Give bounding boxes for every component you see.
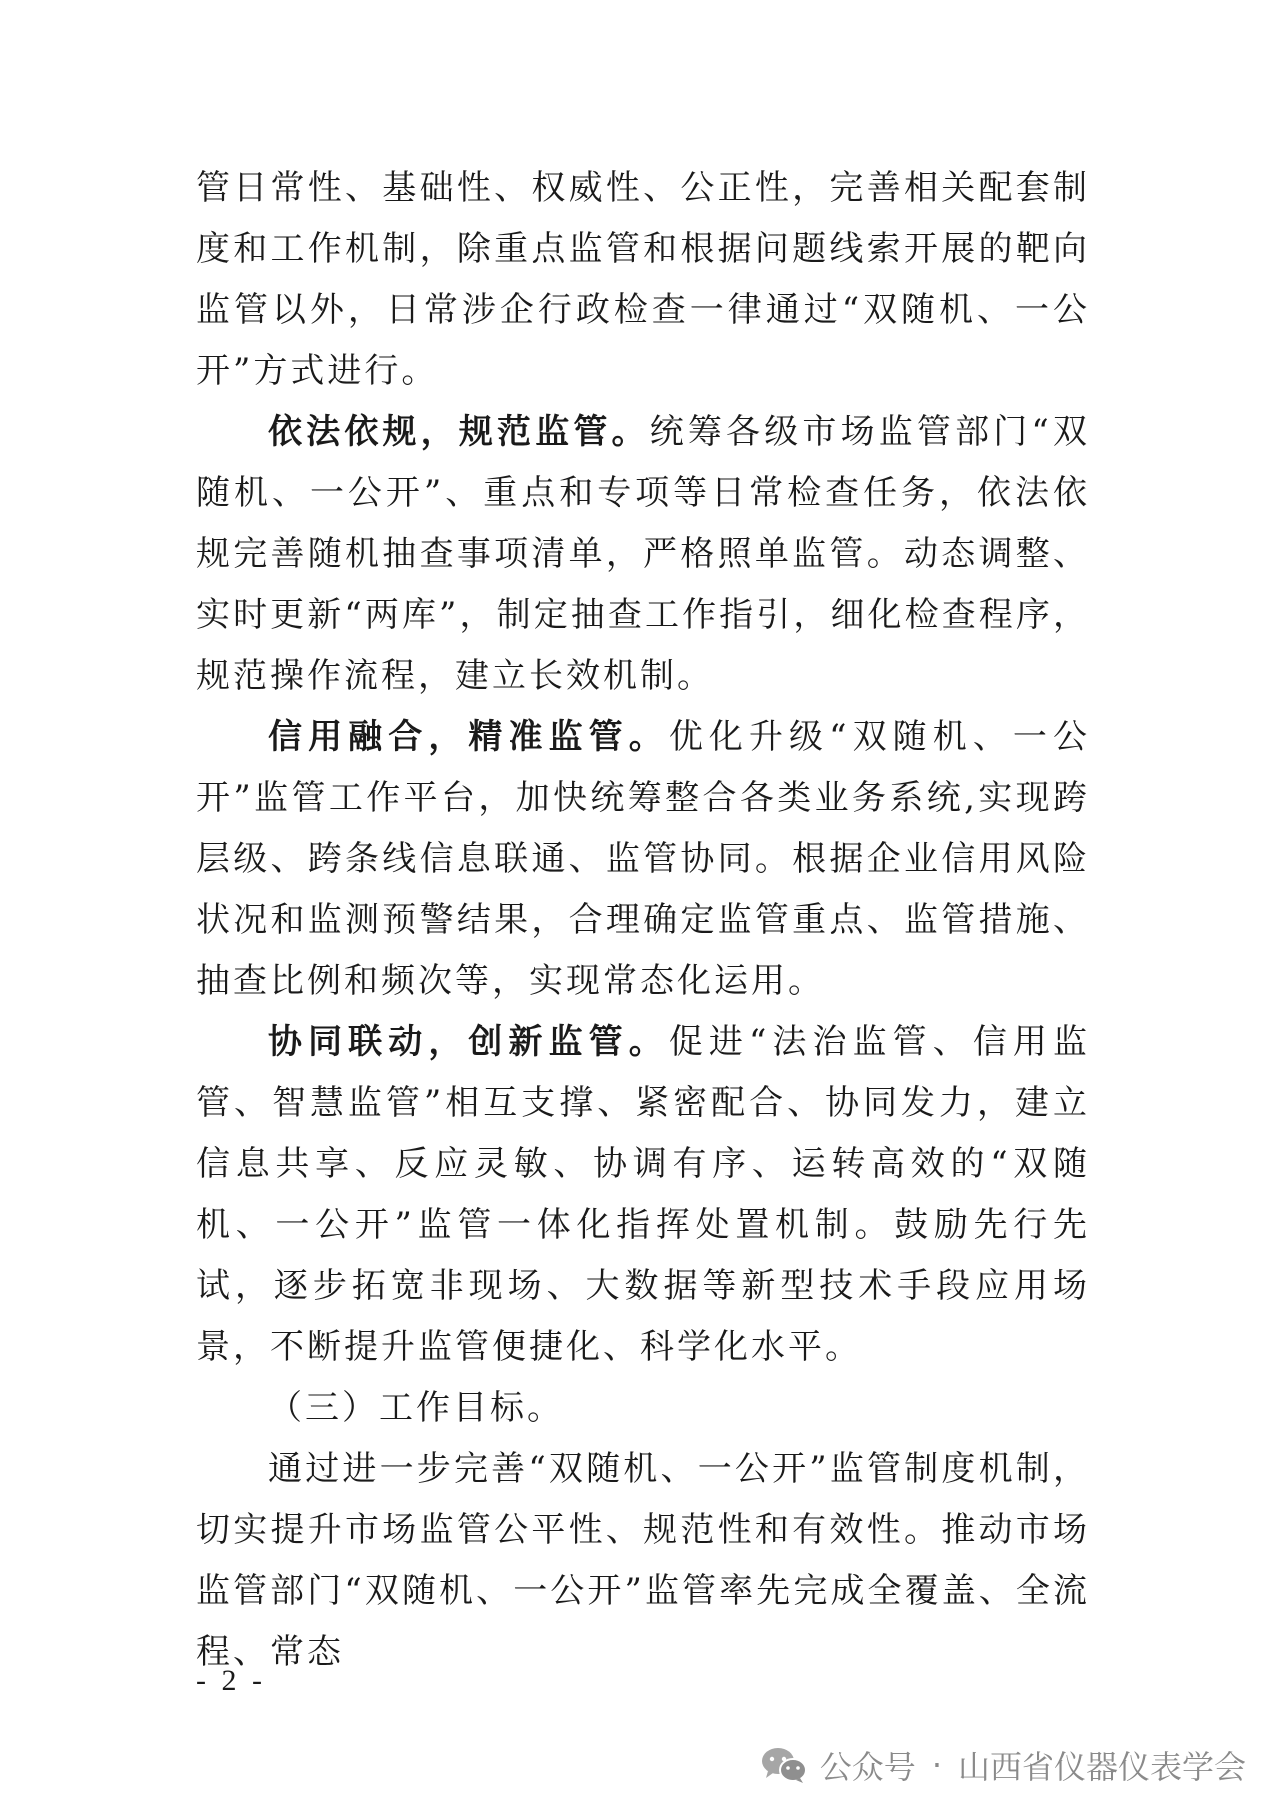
paragraph-text: 促进“法治监管、信用监管、智慧监管”相互支撑、紧密配合、协同发力，建立信息共享、反应灵敏、协调有序、运转高效的“双随机、一公开”监管一体化指挥处置机制。鼓励先行先试，逐步拓宽非现场、大数据等新型技术手段应用场景，不断提升监管便捷化、科学化水平。 [196, 1022, 1090, 1367]
paragraph-6 [196, 1439, 1090, 1683]
paragraph-2 [196, 402, 1090, 707]
wechat-icon [760, 1745, 808, 1785]
paragraph-1 [196, 158, 1090, 402]
watermark-account: 山西省仪器仪表学会 [957, 1748, 1246, 1786]
paragraph-4 [196, 1012, 1090, 1378]
paragraph-lead: 依法依规，规范监管。 [268, 412, 650, 452]
section-heading [196, 1378, 1090, 1439]
paragraph-text: 统筹各级市场监管部门“双随机、一公开”、重点和专项等日常检查任务，依法依规完善随机抽查事项清单，严格照单监管。动态调整、实时更新“两库”，制定抽查工作指引，细化检查程序，规范操作流程，建立长效机制。 [196, 412, 1090, 696]
paragraph-lead: 协同联动，创新监管。 [268, 1022, 669, 1062]
watermark-separator: · [931, 1746, 942, 1784]
paragraph-text: 管日常性、基础性、权威性、公正性，完善相关配套制度和工作机制，除重点监管和根据问题线索开展的靶向监管以外，日常涉企行政检查一律通过“双随机、一公开”方式进行。 [196, 168, 1090, 391]
watermark [760, 1742, 1246, 1788]
paragraph-lead: 信用融合，精准监管。 [268, 717, 669, 757]
paragraph-text: 优化升级“双随机、一公开”监管工作平台，加快统筹整合各类业务系统,实现跨层级、跨条线信息联通、监管协同。根据企业信用风险状况和监测预警结果，合理确定监管重点、监管措施、抽查比例和频次等，实现常态化运用。 [196, 717, 1090, 1001]
paragraph-3 [196, 707, 1090, 1012]
page-number: - 2 - [196, 1664, 266, 1697]
watermark-prefix: 公众号 [819, 1748, 916, 1786]
paragraph-text: 通过进一步完善“双随机、一公开”监管制度机制，切实提升市场监管公平性、规范性和有效性。推动市场监管部门“双随机、一公开”监管率先完成全覆盖、全流程、常态 [196, 1449, 1090, 1672]
document-body [196, 158, 1090, 1683]
paragraph-text: （三）工作目标。 [268, 1388, 564, 1428]
